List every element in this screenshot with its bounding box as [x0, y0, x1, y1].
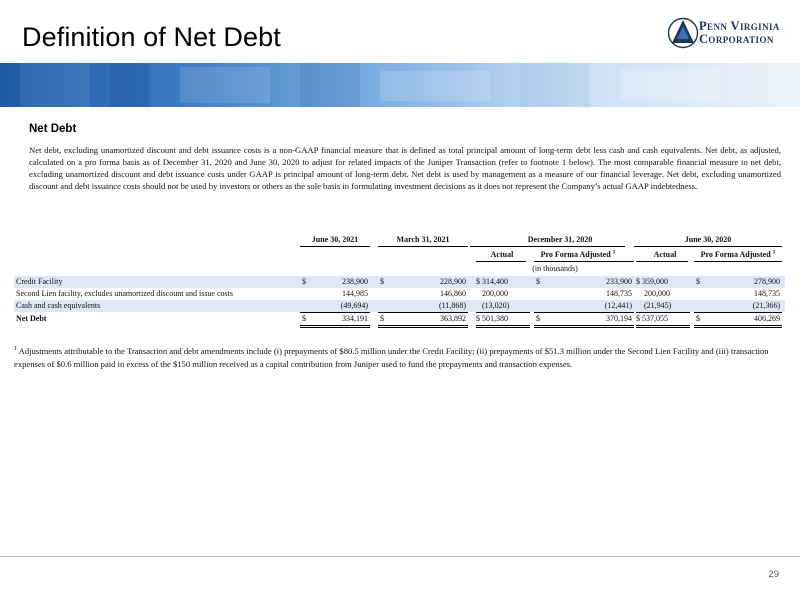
- header-underline: [476, 261, 526, 262]
- sub-header-label: Pro Forma Adjusted: [700, 250, 771, 259]
- definition-paragraph: Net debt, excluding unamortized discount and debt issuance costs is a non-GAAP financial measure that is defined as total principal amount of long-term debt less cash and cash equivalents. Net debt, as adjusted, calculated on a pro forma basis as of December 31, 2020 and June 30, 2020 to adjust for related impacts of the Juniper Transaction (refer to footnote 1 below). The most comparable financial measure to net debt, excluding unamortized discount and debt issuance costs under GAAP is principal amount of long-term debt. Net debt is used by management as a measure of our financial leverage. Net debt, excluding unamortized discount and debt issuance costs should not be used by investors or others as the sole basis in formulating investment decisions as it does not represent the Company’s actual GAAP indebtedness.: [29, 145, 781, 191]
- sub-header: Actual: [490, 250, 514, 259]
- cell: $: [302, 277, 306, 286]
- cell: [380, 288, 390, 300]
- cell: 144,985: [342, 289, 368, 298]
- cell: $: [536, 314, 540, 323]
- cell: 148,735: [606, 289, 632, 298]
- period-header: June 30, 2020: [684, 235, 732, 244]
- header-underline: [634, 246, 782, 247]
- cell: $: [302, 314, 306, 323]
- row-label: Cash and cash equivalents: [16, 301, 101, 310]
- cell: $ 537,055: [636, 314, 668, 323]
- cell: 146,860: [440, 289, 466, 298]
- period-header-row: [14, 234, 785, 246]
- row-label: Credit Facility: [16, 277, 63, 286]
- table-row: [14, 288, 785, 300]
- slide-title: Definition of Net Debt: [22, 22, 281, 52]
- sub-header-label: Pro Forma Adjusted: [540, 250, 611, 259]
- footnote: [14, 345, 774, 370]
- cell: 406,269: [754, 314, 780, 323]
- total-rule: [636, 327, 690, 328]
- row-label: Net Debt: [16, 314, 47, 323]
- cell: 334,191: [342, 314, 368, 323]
- cell: $ 314,400: [476, 277, 508, 286]
- total-rule: [300, 327, 370, 328]
- cell: (13,020): [482, 301, 510, 310]
- footnote-mark: 1: [772, 249, 776, 256]
- cell: 148,735: [754, 289, 780, 298]
- cell: 200,000: [482, 289, 508, 298]
- footnote-mark: 1: [14, 346, 17, 353]
- header-underline: [534, 261, 634, 262]
- section-heading: Net Debt: [29, 123, 77, 135]
- total-rule: [534, 327, 634, 328]
- cell: [696, 288, 706, 300]
- page-number: 29: [768, 569, 779, 580]
- logo-line-1: Penn Virginia: [699, 19, 780, 33]
- total-rule: [378, 325, 468, 326]
- table-row-total: [14, 313, 785, 325]
- cell: 238,900: [342, 277, 368, 286]
- total-rule: [534, 325, 634, 326]
- logo-line-2: Corporation: [699, 32, 774, 46]
- cell: $: [380, 277, 384, 286]
- cell: [696, 300, 706, 312]
- cell: 228,900: [440, 277, 466, 286]
- cell: (21,366): [752, 301, 780, 310]
- sub-header-row: [14, 249, 785, 261]
- sub-header: [690, 249, 786, 261]
- units-label: (in thousands): [532, 264, 578, 273]
- sub-header: [524, 249, 632, 261]
- cell: 278,900: [754, 277, 780, 286]
- table-row: [14, 300, 785, 312]
- total-rule: [476, 325, 530, 326]
- cell: $: [696, 277, 700, 286]
- total-rule: [476, 327, 530, 328]
- cell: $: [696, 314, 700, 323]
- footnote-mark: 1: [612, 249, 616, 256]
- period-header: March 31, 2021: [396, 235, 450, 244]
- total-rule: [694, 327, 782, 328]
- banner-shapes: [0, 63, 800, 107]
- cell: 233,900: [606, 277, 632, 286]
- cell: [380, 300, 390, 312]
- company-logo: [668, 16, 796, 52]
- cell: [536, 288, 546, 300]
- cell: (21,945): [644, 301, 672, 310]
- cell: (11,868): [438, 301, 466, 310]
- total-rule: [694, 325, 782, 326]
- units-row: [14, 263, 785, 275]
- total-rule: [300, 325, 370, 326]
- footer-divider: [0, 556, 800, 557]
- header-banner: [0, 63, 800, 107]
- cell: (12,441): [604, 301, 632, 310]
- triangle-logo-icon: [668, 16, 700, 50]
- cell: $ 501,380: [476, 314, 508, 323]
- cell: 363,892: [440, 314, 466, 323]
- cell: $: [536, 277, 540, 286]
- cell: $ 359,000: [636, 277, 668, 286]
- table-row: [14, 276, 785, 288]
- cell: (49,694): [340, 301, 368, 310]
- cell: [536, 300, 546, 312]
- header-underline: [694, 261, 782, 262]
- cell: 200,000: [644, 289, 670, 298]
- header-underline: [300, 246, 370, 247]
- row-label: Second Lien facility, excludes unamortized discount and issue costs: [16, 289, 233, 298]
- cell: $: [380, 314, 384, 323]
- header-underline: [378, 246, 468, 247]
- sub-header: Actual: [653, 250, 677, 259]
- period-header: June 30, 2021: [311, 235, 359, 244]
- cell: 370,194: [606, 314, 632, 323]
- total-rule: [378, 327, 468, 328]
- header-underline: [470, 246, 625, 247]
- header-underline: [636, 261, 688, 262]
- total-rule: [636, 325, 690, 326]
- footnote-text: Adjustments attributable to the Transaction and debt amendments include (i) prepayments of $80.5 million under the Credit Facility; (ii) prepayments of $51.3 million under the Second Lien Facility and (iii) transaction expenses of $0.6 million paid in excess of the $150 million received as a capital contribution from Juniper used to fund the prepayments and transaction expenses.: [14, 346, 769, 369]
- period-header: December 31, 2020: [527, 235, 593, 244]
